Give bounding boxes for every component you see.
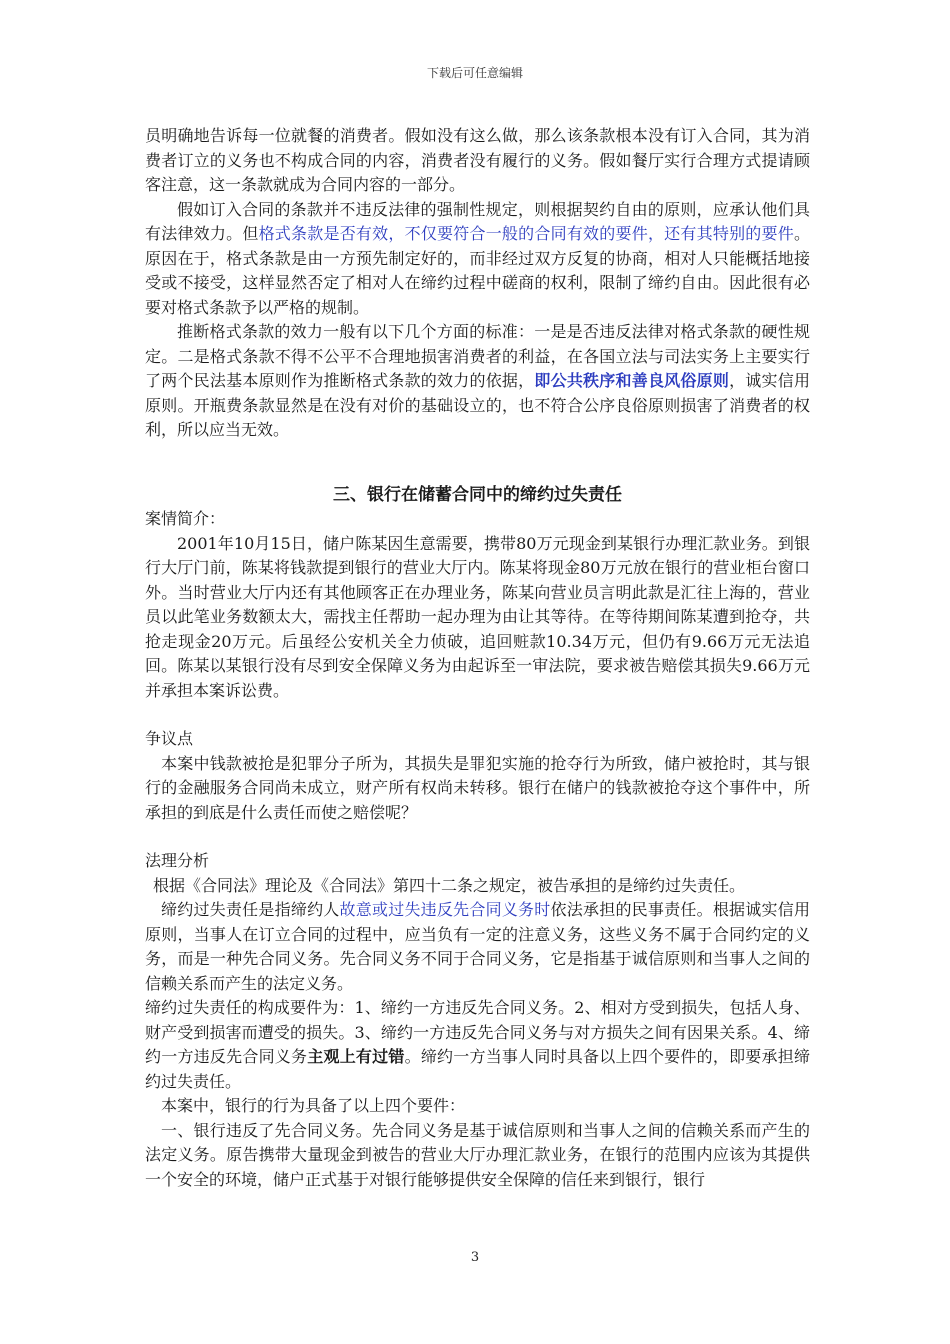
paragraph-2-text-a: 假如订入合同的条款并不违反法律的强制性规定，则根据契约自由的原则，应承认他们具有法律效力。但: [145, 199, 810, 243]
page-number: 3: [470, 1250, 480, 1265]
paragraph-2: [145, 198, 810, 321]
analysis-paragraph-3-text-a: 缔约过失责任的构成要件为：1、缔约一方违反先合同义务。2、相对方受到损失，包括人身、财产受到损害而遭受的损失。3、缔约一方违反先合同义务与对方损失之间有因果关系。4、缔约一方违反先合同义务: [145, 998, 810, 1066]
page-header: 下载后可任意编辑: [426, 66, 523, 80]
analysis-paragraph-3: [145, 996, 810, 1094]
dispute-text: 本案中钱款被抢是犯罪分子所为，其损失是罪犯实施的抢夺行为所致，储户被抢时，其与银行的金融服务合同尚未成立，财产所有权尚未转移。银行在储户的钱款被抢夺这个事件中，所承担的到底是什么责任而使之赔偿呢？: [145, 753, 810, 822]
analysis-paragraph-2-text-c: 依法承担的民事责任。根据诚实信用原则，当事人在订立合同的过程中，应当负有一定的注意义务，这些义务不属于合同约定的义务，而是一种先合同义务。先合同义务不同于合同义务，它是指基于诚信原则和当事人之间的信赖关系而产生的法定义务。: [145, 900, 810, 993]
section-title: 三、银行在储蓄合同中的缔约过失责任: [333, 484, 622, 505]
paragraph-1: 员明确地告诉每一位就餐的消费者。假如没有这么做，那么该条款根本没有订入合同，其为消费者订立的义务也不构成合同的内容，消费者没有履行的义务。假如餐厅实行合理方式提请顾客注意，这一条款就成为合同内容的一部分。: [145, 126, 810, 194]
paragraph-2-highlight: 格式条款是否有效，不仅要符合一般的合同有效的要件，还有其特别的要件: [258, 224, 794, 243]
analysis-paragraph-5: 一、银行违反了先合同义务。先合同义务是基于诚信原则和当事人之间的信赖关系而产生的法定义务。原告携带大量现金到被告的营业大厅办理汇款业务，在银行的范围内应该为其提供一个安全的环境，储户正式基于对银行能够提供安全保障的信任来到银行，银行: [145, 1120, 810, 1189]
analysis-paragraph-2-highlight: 故意或过失违反先合同义务时: [339, 900, 551, 919]
analysis-paragraph-4: 本案中，银行的行为具备了以上四个要件：: [161, 1096, 466, 1115]
analysis-label: 法理分析: [145, 851, 210, 870]
analysis-paragraph-3-emphasis: 主观上有过错: [307, 1047, 405, 1066]
document-body: [145, 124, 810, 1192]
paragraph-2-text-c: 。原因在于，格式条款是由一方预先制定好的，而非经过双方反复的协商，相对人只能概括地接受或不接受，这样显然否定了相对人在缔约过程中磋商的权利，限制了缔约自由。因此很有必要对格式条款予以严格的规制。: [145, 224, 810, 317]
analysis-paragraph-2-text-a: 缔约过失责任是指缔约人: [161, 900, 340, 919]
paragraph-3: [145, 320, 810, 443]
dispute-label: 争议点: [145, 729, 194, 748]
paragraph-3-text-a: 推断格式条款的效力一般有以下几个方面的标准：一是是否违反法律对格式条款的硬性规定。二是格式条款不得不公平不合理地损害消费者的利益，在各国立法与司法实务上主要实行了两个民法基本原则作为推断格式条款的效力的依据，: [145, 322, 810, 390]
analysis-paragraph-2: [145, 898, 810, 996]
case-label: 案情简介：: [145, 509, 226, 528]
paragraph-3-text-c: ，诚实信用原则。开瓶费条款显然是在没有对价的基础设立的，也不符合公序良俗原则损害了消费者的权利，所以应当无效。: [145, 371, 810, 439]
analysis-paragraph-3-text-c: 。缔约一方当事人同时具备以上四个要件的，即要承担缔约过失责任。: [145, 1047, 810, 1091]
case-text: 2001年10月15日，储户陈某因生意需要，携带80万元现金到某银行办理汇款业务。到银行大厅门前，陈某将钱款提到银行的营业大厅内。陈某将现金80万元放在银行的营业柜台窗口外。当时营业大厅内还有其他顾客正在办理业务，陈某向营业员言明此款是汇往上海的，营业员以此笔业务数额太大，需找主任帮助一起办理为由让其等待。在等待期间陈某遭到抢夺，共抢走现金20万元。后虽经公安机关全力侦破，追回赃款10.34万元，但仍有9.66万元无法追回。陈某以某银行没有尽到安全保障义务为由起诉至一审法院，要求被告赔偿其损失9.66万元并承担本案诉讼费。: [145, 533, 810, 700]
analysis-paragraph-1: 根据《合同法》理论及《合同法》第四十二条之规定，被告承担的是缔约过失责任。: [153, 875, 746, 895]
paragraph-3-highlight: 即公共秩序和善良风俗原则: [534, 371, 730, 390]
